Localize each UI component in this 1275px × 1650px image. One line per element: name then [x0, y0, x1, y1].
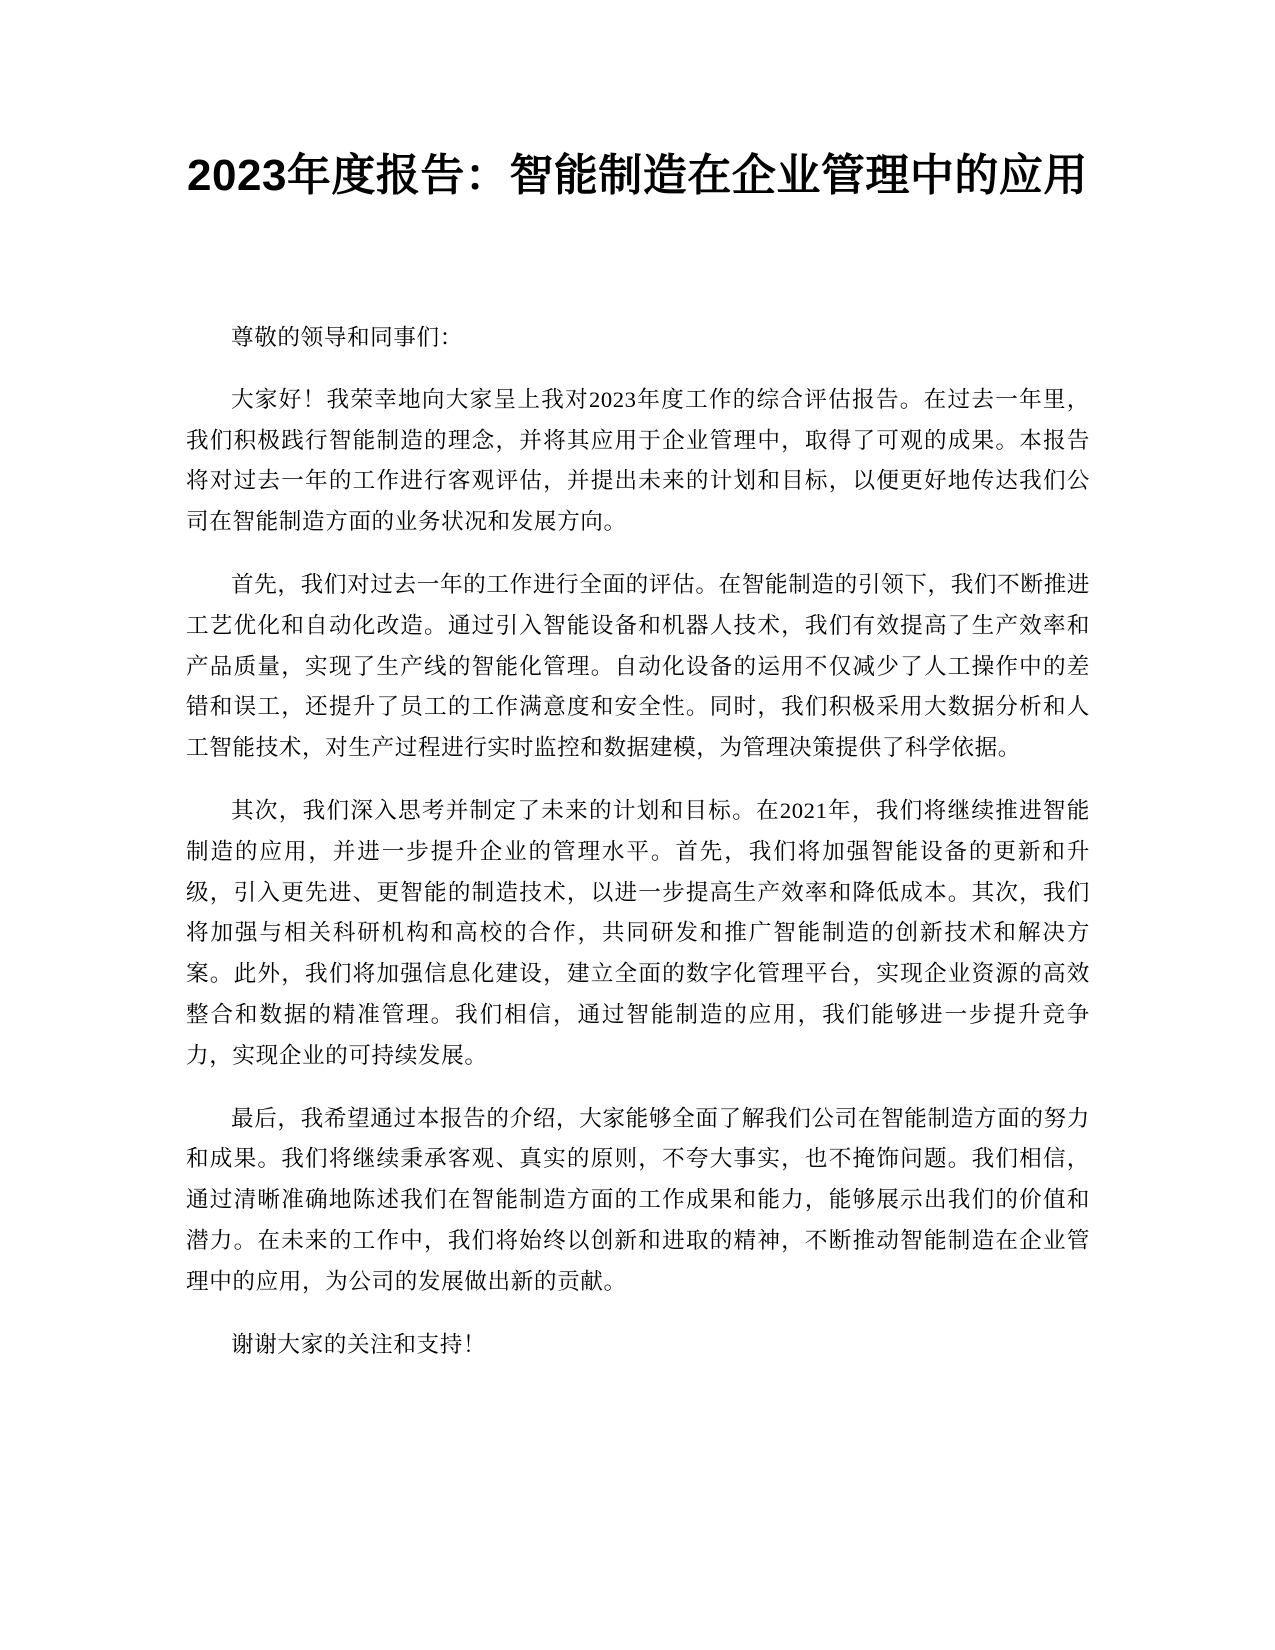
paragraph-plans: 其次，我们深入思考并制定了未来的计划和目标。在2021年，我们将继续推进智能制造的应用，并进一步提升企业的管理水平。首先，我们将加强智能设备的更新和升级，引入更先进、更智能的制造技术，以进一步提高生产效率和降低成本。其次，我们将加强与相关科研机构和高校的合作，共同研发和推广智能制造的创新技术和解决方案。此外，我们将加强信息化建设，建立全面的数字化管理平台，实现企业资源的高效整合和数据的精准管理。我们相信，通过智能制造的应用，我们能够进一步提升竞争力，实现企业的可持续发展。 [186, 797, 1090, 1068]
paragraph-intro: 大家好！我荣幸地向大家呈上我对2023年度工作的综合评估报告。在过去一年里，我们积极践行智能制造的理念，并将其应用于企业管理中，取得了可观的成果。本报告将对过去一年的工作进行客观评估，并提出未来的计划和目标，以便更好地传达我们公司在智能制造方面的业务状况和发展方向。 [186, 386, 1090, 535]
document-body [186, 318, 1090, 1365]
document-title: 2023年度报告：智能制造在企业管理中的应用 [187, 151, 1088, 200]
salutation: 尊敬的领导和同事们： [231, 325, 463, 350]
closing-line: 谢谢大家的关注和支持！ [231, 1331, 487, 1357]
paragraph-evaluation: 首先，我们对过去一年的工作进行全面的评估。在智能制造的引领下，我们不断推进工艺优化和自动化改造。通过引入智能设备和机器人技术，我们有效提高了生产效率和产品质量，实现了生产线的智能化管理。自动化设备的运用不仅减少了人工操作中的差错和误工，还提升了员工的工作满意度和安全性。同时，我们积极采用大数据分析和人工智能技术，对生产过程进行实时监控和数据建模，为管理决策提供了科学依据。 [186, 571, 1090, 761]
paragraph-conclusion: 最后，我希望通过本报告的介绍，大家能够全面了解我们公司在智能制造方面的努力和成果。我们将继续秉承客观、真实的原则，不夸大事实，也不掩饰问题。我们相信，通过清晰准确地陈述我们在智能制造方面的工作成果和能力，能够展示出我们的价值和潜力。在未来的工作中，我们将始终以创新和进取的精神，不断推动智能制造在企业管理中的应用，为公司的发展做出新的贡献。 [186, 1105, 1090, 1294]
